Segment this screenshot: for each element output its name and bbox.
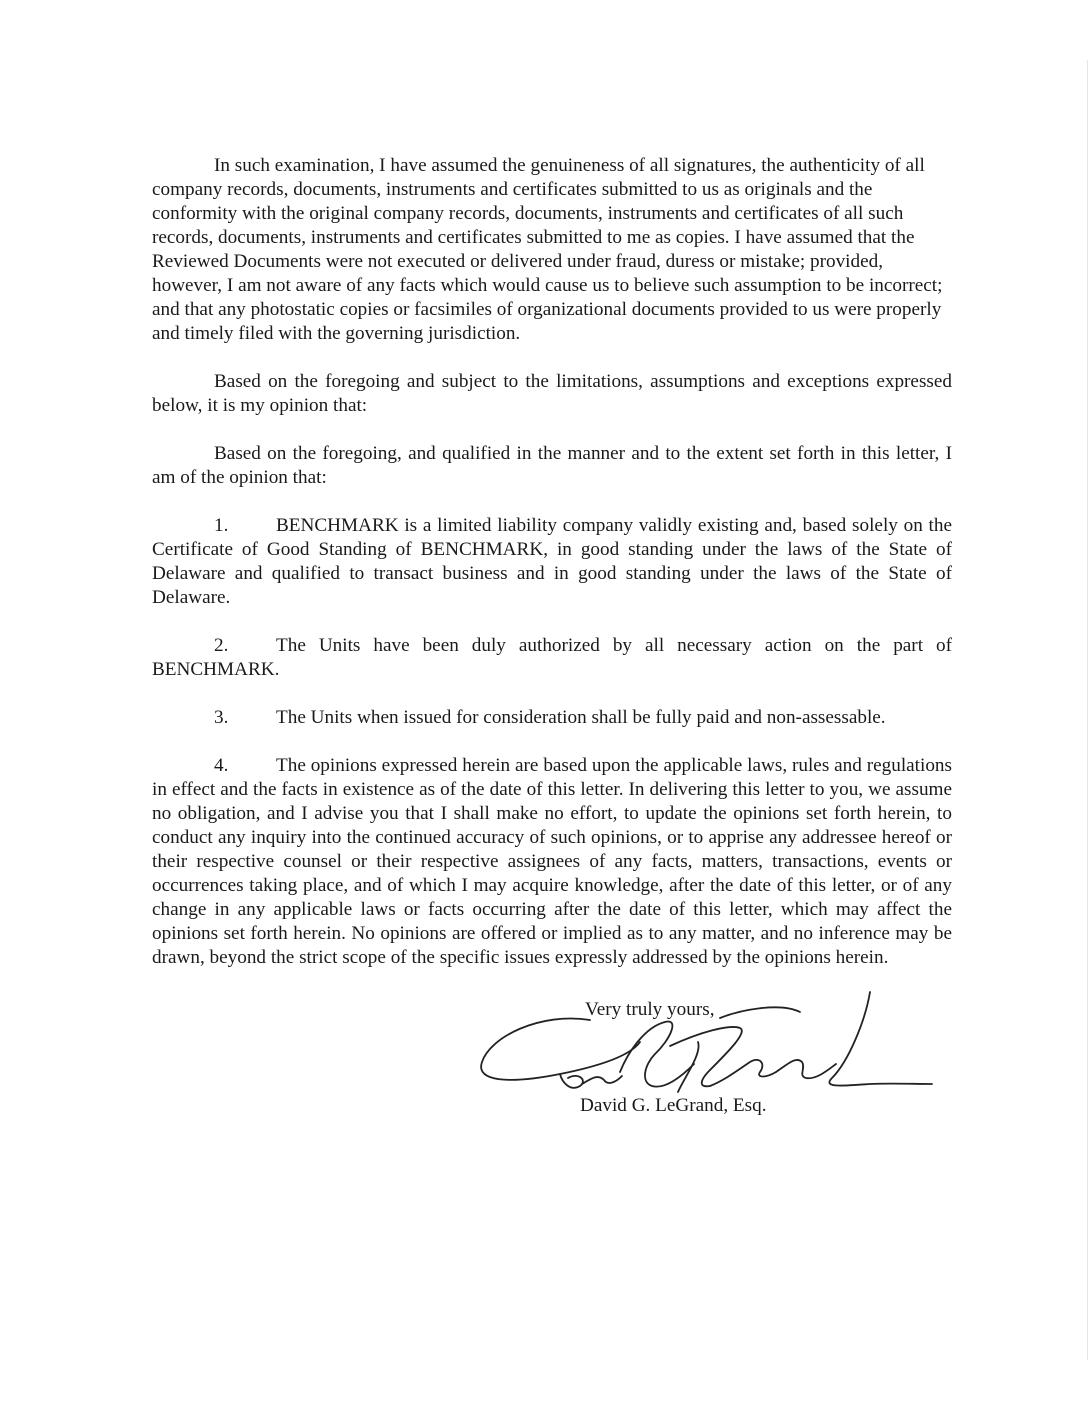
paragraph-foregoing-qualified: Based on the foregoing, and qualified in the manner and to the extent set forth in this letter, I am of the opinion that:: [152, 443, 952, 488]
opinion-text: The Units when issued for consideration shall be fully paid and non-assessable.: [276, 707, 886, 728]
opinion-item-3: [152, 706, 952, 730]
paragraph-foregoing-limitations: Based on the foregoing and subject to the limitations, assumptions and exceptions expressed below, it is my opinion that:: [152, 371, 952, 416]
opinion-item-2: [152, 634, 952, 682]
paragraph-examination: In such examination, I have assumed the genuineness of all signatures, the authenticity of all company records, documents, instruments and certificates submitted to us as originals and the conformity with the original company records, documents, instruments and certificates of all such records, documents, instruments and certificates submitted to me as copies. I have assumed that the Reviewed Documents were not executed or delivered under fraud, duress or mistake; provided, however, I am not aware of any facts which would cause us to believe such assumption to be incorrect; and that any photostatic copies or facsimiles of organizational documents provided to us were properly and timely filed with the governing jurisdiction.: [152, 155, 943, 344]
letter-body: [152, 154, 952, 994]
opinion-number: 2.: [214, 635, 229, 656]
opinion-number: 4.: [214, 755, 229, 776]
opinion-text: BENCHMARK is a limited liability company validly existing and, based solely on the Certificate of Good Standing of BENCHMARK, in good standing under the laws of the State of Delaware and qualified to transact business and in good standing under the laws of the State of Delaware.: [152, 515, 952, 608]
opinion-number: 1.: [214, 515, 229, 536]
opinion-number: 3.: [214, 707, 229, 728]
opinion-text: The Units have been duly authorized by all necessary action on the part of BENCHMARK.: [152, 635, 952, 680]
opinion-text: The opinions expressed herein are based upon the applicable laws, rules and regulations in effect and the facts in existence as of the date of this letter. In delivering this letter to you, we assume no obligation, and I advise you that I shall make no effort, to update the opinions set forth herein, to conduct any inquiry into the continued accuracy of such opinions, or to apprise any addressee hereof or their respective counsel or their respective assignees of any facts, matters, transactions, events or occurrences taking place, and of which I may acquire knowledge, after the date of this letter, or of any change in any applicable laws or facts occurring after the date of this letter, which may affect the opinions set forth herein. No opinions are offered or implied as to any matter, and no inference may be drawn, beyond the strict scope of the specific issues expressly addressed by the opinions herein.: [152, 755, 952, 968]
opinion-item-4: [152, 754, 952, 970]
scan-edge-line: [1087, 60, 1088, 1360]
signer-name: David G. LeGrand, Esq.: [580, 1095, 767, 1116]
closing-line: Very truly yours,: [585, 999, 715, 1020]
opinion-item-1: [152, 514, 952, 610]
